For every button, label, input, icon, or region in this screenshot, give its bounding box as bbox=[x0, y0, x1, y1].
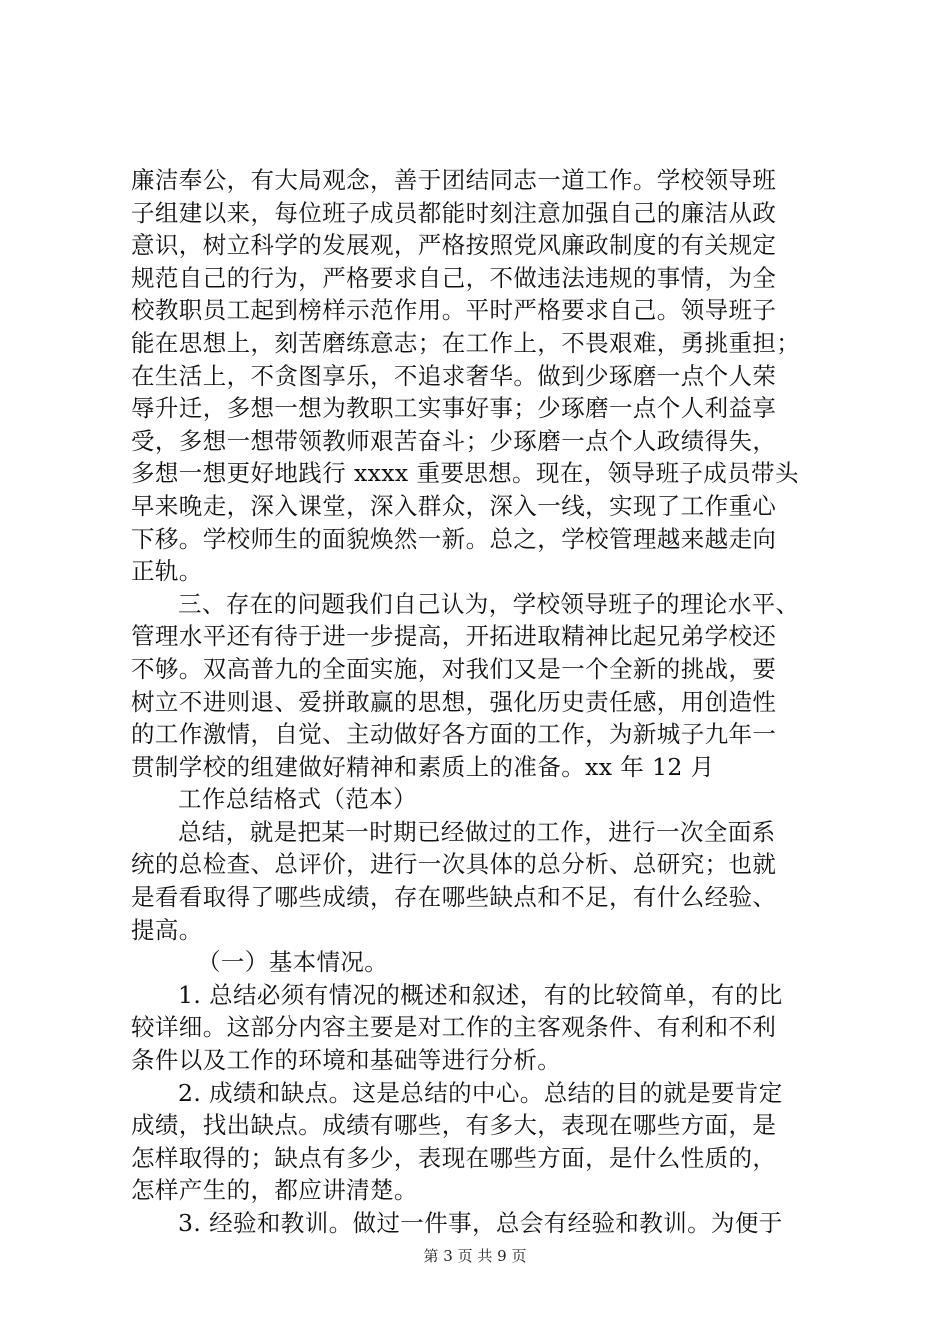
text-line: 辱升迁，多想一想为教职工实事好事；少琢磨一点个人利益享 bbox=[131, 394, 777, 423]
text-line: 早来晚走，深入课堂，深入群众，深入一线，实现了工作重心 bbox=[131, 491, 777, 520]
section-heading: 工作总结格式（范本） bbox=[178, 785, 417, 814]
text-line: 的工作激情，自觉、主动做好各方面的工作，为新城子九年一 bbox=[131, 720, 777, 749]
text-line: 统的总检查、总评价，进行一次具体的总分析、总研究；也就 bbox=[131, 850, 777, 879]
text-line: 受，多想一想带领教师艰苦奋斗；少琢磨一点个人政绩得失， bbox=[131, 426, 777, 455]
document-body bbox=[131, 164, 847, 1240]
text-line: 较详细。这部分内容主要是对工作的主客观条件、有利和不利 bbox=[131, 1013, 777, 1042]
text-line: 意识，树立科学的发展观，严格按照党风廉政制度的有关规定 bbox=[131, 231, 777, 260]
text-line: 树立不进则退、爱拼敢赢的思想，强化历史责任感，用创造性 bbox=[131, 687, 777, 716]
text-line: 2. 成绩和缺点。这是总结的中心。总结的目的就是要肯定 bbox=[178, 1078, 783, 1107]
text-line: 不够。双高普九的全面实施，对我们又是一个全新的挑战，要 bbox=[131, 654, 777, 683]
text-line: 多想一想更好地践行 xxxx 重要思想。现在，领导班子成员带头 bbox=[131, 459, 799, 488]
text-line: 管理水平还有待于进一步提高，开拓进取精神比起兄弟学校还 bbox=[131, 622, 777, 651]
text-line: 能在思想上，刻苦磨练意志；在工作上，不畏艰难，勇挑重担； bbox=[131, 328, 801, 357]
text-line: 规范自己的行为，严格要求自己，不做违法违规的事情，为全 bbox=[131, 263, 777, 292]
text-line: 贯制学校的组建做好精神和素质上的准备。xx 年 12 月 bbox=[131, 752, 715, 781]
page-number-footer: 第 3 页 共 9 页 bbox=[423, 1247, 527, 1265]
text-line: 成绩，找出缺点。成绩有哪些，有多大，表现在哪些方面，是 bbox=[131, 1111, 777, 1140]
text-line: 条件以及工作的环境和基础等进行分析。 bbox=[131, 1046, 562, 1075]
text-line: 在生活上，不贪图享乐，不追求奢华。做到少琢磨一点个人荣 bbox=[131, 361, 777, 390]
text-line: 提高。 bbox=[131, 915, 203, 944]
text-line: 3. 经验和教训。做过一件事，总会有经验和教训。为便于 bbox=[178, 1209, 783, 1237]
text-line: 下移。学校师生的面貌焕然一新。总之，学校管理越来越走向 bbox=[131, 524, 777, 553]
text-line: 正轨。 bbox=[131, 557, 203, 586]
text-line: 总结，就是把某一时期已经做过的工作，进行一次全面系 bbox=[178, 817, 776, 846]
text-line: 廉洁奉公，有大局观念，善于团结同志一道工作。学校领导班 bbox=[131, 166, 777, 194]
text-line: 三、存在的问题我们自己认为，学校领导班子的理论水平、 bbox=[178, 589, 800, 618]
subsection-heading: （一）基本情况。 bbox=[197, 948, 389, 977]
text-line: 子组建以来，每位班子成员都能时刻注意加强自己的廉洁从政 bbox=[131, 198, 777, 227]
text-line: 怎样取得的；缺点有多少，表现在哪些方面，是什么性质的， bbox=[131, 1143, 777, 1172]
text-line: 校教职员工起到榜样示范作用。平时严格要求自己。领导班子 bbox=[131, 296, 777, 325]
text-line: 怎样产生的，都应讲清楚。 bbox=[131, 1176, 418, 1205]
text-line: 1. 总结必须有情况的概述和叙述，有的比较简单，有的比 bbox=[178, 980, 783, 1009]
text-line: 是看看取得了哪些成绩，存在哪些缺点和不足，有什么经验、 bbox=[131, 883, 777, 912]
